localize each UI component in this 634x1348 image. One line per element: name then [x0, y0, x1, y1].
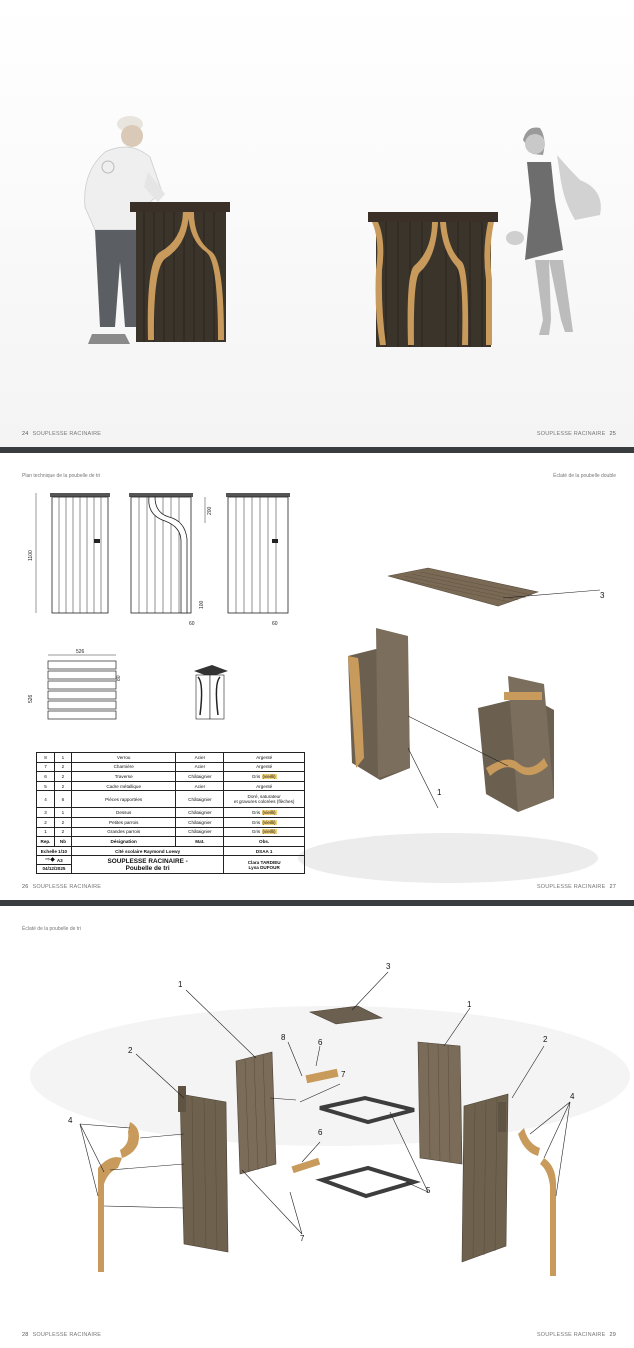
- spread-pages-24-25: [0, 0, 634, 447]
- arrow-projection-icon: ⇨◆: [45, 856, 55, 863]
- callout-7-top: 7: [341, 1070, 346, 1079]
- callout-1-right: 1: [467, 1000, 472, 1009]
- plan-top-view-drawing: [28, 649, 128, 729]
- table-row: 5 2 Cadre métallique Acier Argenté: [37, 781, 305, 791]
- table-title-row: ⇨◆ A3 04/12/2025 SOUPLESSE RACINAIRE - Poubelle de tri Clara TARDIEU Lysa DUFOUR: [37, 856, 305, 874]
- elevation-front-drawing: [28, 491, 118, 631]
- callout-2-right: 2: [543, 1035, 548, 1044]
- table-school-row: Echelle 1/10 Cité scolaire Raymond Loewy DSAA 1: [37, 846, 305, 856]
- exploded-single-bin-render: [0, 906, 634, 1348]
- spread-pages-28-29: [0, 906, 634, 1348]
- table-header-row: Rep. Nb Désignation Mat. Obs.: [37, 837, 305, 847]
- callout-4-left: 4: [68, 1116, 73, 1125]
- callout-5: 5: [426, 1186, 431, 1195]
- woman-figure-illustration: [505, 120, 605, 350]
- elevation-side-drawing: [125, 491, 220, 636]
- svg-text:80: 80: [116, 675, 122, 681]
- svg-text:1100: 1100: [28, 550, 34, 561]
- callout-6-bottom: 6: [318, 1128, 323, 1137]
- svg-text:200: 200: [207, 506, 213, 515]
- table-row: 1 2 Grandes parrois Châtaignier Gris (vieilli): [37, 827, 305, 837]
- folio-right: SOUPLESSE RACINAIRE 25: [536, 431, 616, 437]
- svg-text:526: 526: [76, 649, 85, 655]
- table-row: 7 2 Charnière Acier Argenté: [37, 762, 305, 772]
- bin-illustration-right: [366, 210, 501, 355]
- folio-left: 24 SOUPLESSE RACINAIRE: [22, 431, 102, 437]
- callout-4-right: 4: [570, 1092, 575, 1101]
- table-row: 8 1 Verrou Acier Argenté: [37, 753, 305, 763]
- folio-right: SOUPLESSE RACINAIRE 29: [536, 1332, 616, 1338]
- callout-1-left: 1: [178, 980, 183, 989]
- table-row: 4 6 Pièces rapportées Châtaignier Doré, saturateur et gravures colorées (flèches): [37, 791, 305, 808]
- exploded-double-bin-render: [318, 558, 634, 898]
- svg-text:60: 60: [272, 621, 278, 627]
- title-block-table: [36, 752, 305, 874]
- mini-isometric-bin: [190, 663, 230, 723]
- callout-8: 8: [281, 1033, 286, 1042]
- caption-technical-plan: Plan technique de la poubelle de tri: [22, 473, 101, 479]
- svg-text:60: 60: [189, 621, 195, 627]
- bin-illustration-left: [128, 200, 233, 350]
- table-row: 3 1 Dessus Châtaignier Gris (vieilli): [37, 808, 305, 818]
- folio-left: 26 SOUPLESSE RACINAIRE: [22, 884, 102, 890]
- svg-text:100: 100: [199, 600, 205, 609]
- callout-1: 1: [437, 788, 442, 797]
- elevation-back-drawing: [224, 491, 314, 636]
- callout-7-bottom: 7: [300, 1234, 305, 1243]
- callout-6-top: 6: [318, 1038, 323, 1047]
- callout-3: 3: [600, 591, 605, 600]
- spread-pages-26-27: [0, 453, 634, 900]
- svg-text:526: 526: [28, 694, 34, 703]
- caption-exploded-double: Éclaté de la poubelle double: [553, 473, 616, 479]
- callout-2-left: 2: [128, 1046, 133, 1055]
- caption-exploded-single: Éclaté de la poubelle de tri: [22, 926, 81, 932]
- callout-3: 3: [386, 962, 391, 971]
- folio-right: SOUPLESSE RACINAIRE 27: [536, 884, 616, 890]
- folio-left: 28 SOUPLESSE RACINAIRE: [22, 1332, 102, 1338]
- table-row: 6 2 Traverse Châtaignier Gris (vieilli): [37, 772, 305, 782]
- table-row: 2 2 Petites parrois Châtaignier Gris (vieilli): [37, 817, 305, 827]
